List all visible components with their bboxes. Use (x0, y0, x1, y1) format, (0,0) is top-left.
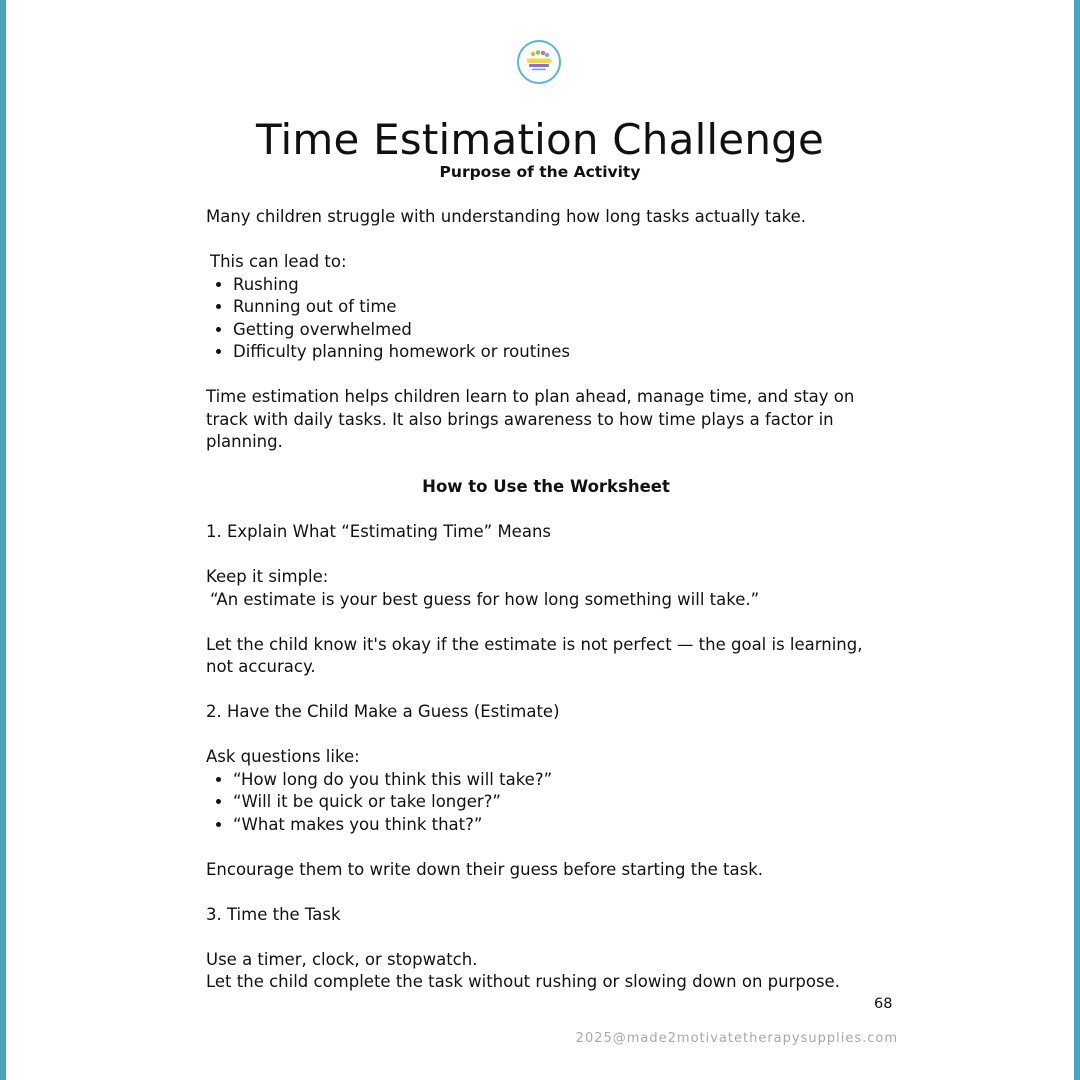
made2motivate-logo (517, 40, 561, 84)
step2-heading: 2. Have the Child Make a Guess (Estimate) (206, 702, 560, 721)
step1-note: Let the child know it's okay if the estimate is not perfect — the goal is learning, not accuracy. (206, 634, 863, 676)
page-title: Time Estimation Challenge (255, 115, 825, 164)
list-item: • Rushing (233, 274, 886, 297)
worksheet-content (206, 206, 886, 994)
list-item: • “How long do you think this will take?” (233, 769, 886, 792)
step2-ask: Ask questions like: (206, 747, 360, 766)
list-item: • “What makes you think that?” (233, 814, 886, 837)
step3-heading: 3. Time the Task (206, 904, 341, 924)
lead-to-list (206, 274, 886, 364)
how-to-heading: How to Use the Worksheet (422, 477, 670, 496)
list-item: • Getting overwhelmed (233, 319, 886, 342)
list-item: • Running out of time (233, 296, 886, 319)
page-subtitle: Purpose of the Activity (439, 163, 641, 181)
step1-keep-simple: Keep it simple: (206, 567, 329, 586)
lead-to-label: This can lead to: (210, 252, 347, 271)
copyright-footer: 2025@made2motivatetherapysupplies.com (575, 1031, 898, 1046)
intro-paragraph: Many children struggle with understanding how long tasks actually take. (206, 207, 807, 226)
purpose-paragraph: Time estimation helps children learn to plan ahead, manage time, and stay on track with daily tasks. It also brings awareness to how time plays a factor in planning. (206, 387, 855, 451)
step1-heading: 1. Explain What “Estimating Time” Means (206, 522, 551, 541)
step3-line2: Let the child complete the task without rushing or slowing down on purpose. (206, 972, 840, 991)
step3-line1: Use a timer, clock, or stopwatch. (206, 949, 478, 969)
step2-encourage: Encourage them to write down their guess before starting the task. (206, 859, 764, 879)
step2-questions-list (206, 769, 886, 837)
step1-quote: “An estimate is your best guess for how long something will take.” (210, 589, 760, 609)
list-item: • “Will it be quick or take longer?” (233, 791, 886, 814)
list-item: • Difficulty planning homework or routines (233, 341, 886, 364)
page-number: 68 (874, 996, 893, 1012)
